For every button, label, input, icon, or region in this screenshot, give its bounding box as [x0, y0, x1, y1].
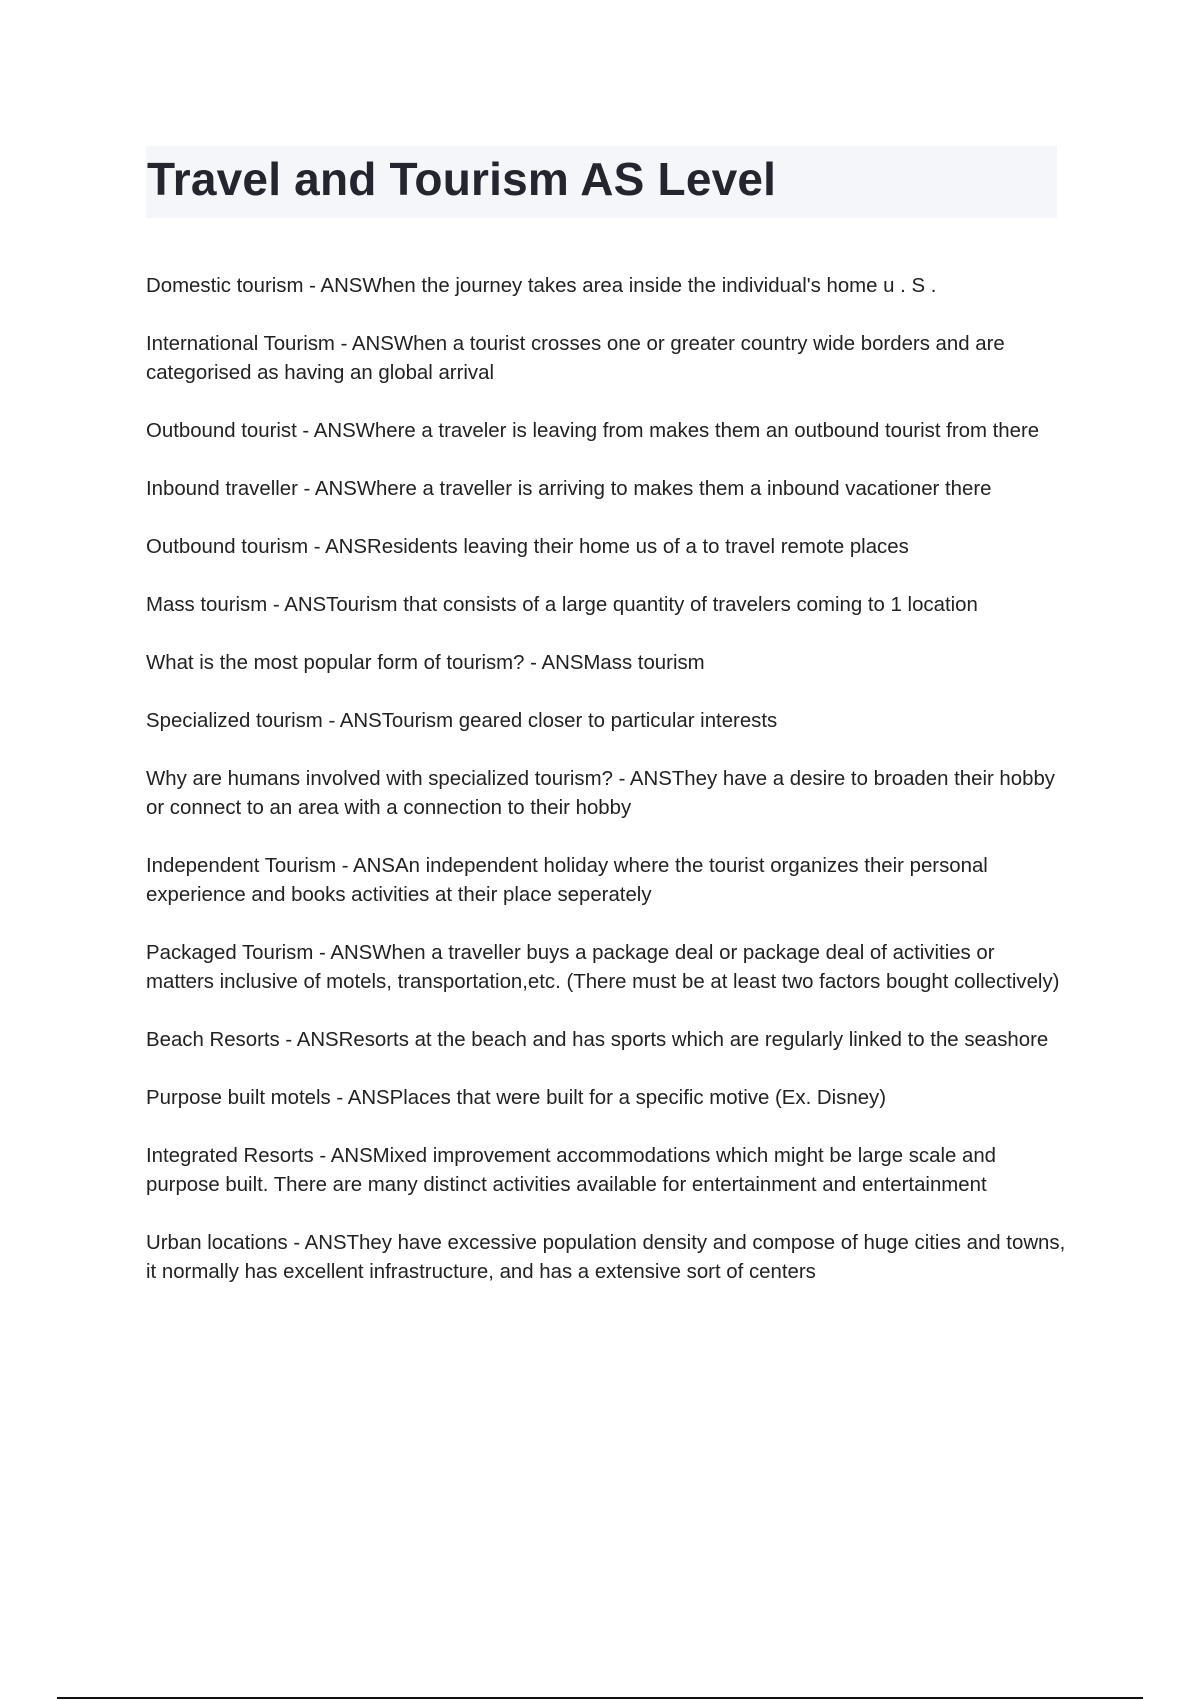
list-item: Urban locations - ANSThey have excessive population density and compose of huge cities and towns, it normally has excellent infrastructure, and has a extensive sort of centers: [146, 1232, 1066, 1283]
list-item: International Tourism - ANSWhen a tourist crosses one or greater country wide borders and are categorised as having an global arrival: [146, 333, 1005, 384]
list-item: Outbound tourist - ANSWhere a traveler is leaving from makes them an outbound tourist from there: [146, 420, 1040, 442]
list-item: Purpose built motels - ANSPlaces that were built for a specific motive (Ex. Disney): [146, 1087, 887, 1109]
list-item: Specialized tourism - ANSTourism geared closer to particular interests: [146, 710, 778, 732]
list-item: Integrated Resorts - ANSMixed improvement accommodations which might be large scale and purpose built. There are many distinct activities available for entertainment and entertainment: [146, 1145, 997, 1196]
list-item: Inbound traveller - ANSWhere a traveller is arriving to makes them a inbound vacationer there: [146, 478, 992, 500]
title-banner: [146, 146, 1057, 218]
footer-divider: [57, 1697, 1143, 1699]
page-title: Travel and Tourism AS Level: [147, 153, 777, 205]
list-item: Packaged Tourism - ANSWhen a traveller buys a package deal or package deal of activities or matters inclusive of motels, transportation,etc. (There must be at least two factors bought collectively): [146, 942, 1060, 993]
entry-list: [146, 272, 1066, 1316]
list-item: Independent Tourism - ANSAn independent holiday where the tourist organizes their personal experience and books activities at their place seperately: [146, 855, 988, 906]
list-item: Beach Resorts - ANSResorts at the beach and has sports which are regularly linked to the seashore: [146, 1029, 1049, 1051]
list-item: Mass tourism - ANSTourism that consists of a large quantity of travelers coming to 1 location: [146, 594, 978, 616]
list-item: Why are humans involved with specialized tourism? - ANSThey have a desire to broaden their hobby or connect to an area with a connection to their hobby: [146, 768, 1055, 819]
list-item: Outbound tourism - ANSResidents leaving their home us of a to travel remote places: [146, 536, 909, 558]
list-item: Domestic tourism - ANSWhen the journey takes area inside the individual's home u . S .: [146, 275, 937, 297]
list-item: What is the most popular form of tourism? - ANSMass tourism: [146, 652, 705, 674]
